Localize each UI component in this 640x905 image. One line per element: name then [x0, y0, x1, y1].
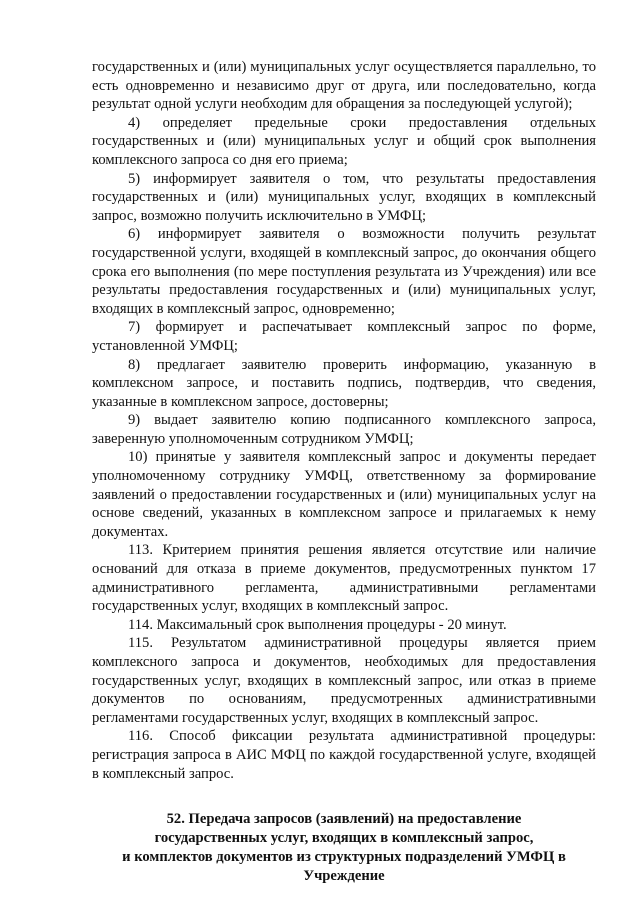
- paragraph-continuation: государственных и (или) муниципальных услуг осуществляется параллельно, то есть одновременно и независимо друг от друга, или последовательно, когда результат одной услуги необходим для обращения за последующей услугой);: [92, 59, 596, 113]
- paragraph-item-7: 7) формирует и распечатывает комплексный запрос по форме, установленной УМФЦ;: [92, 319, 596, 354]
- paragraph-113: 113. Критерием принятия решения является отсутствие или наличие оснований для отказа в приеме документов, предусмотренных пунктом 17 административного регламента, административными регламентами государственных услуг, входящих в комплексный запрос.: [92, 542, 596, 615]
- document-page: [92, 58, 596, 886]
- paragraph-item-9: 9) выдает заявителю копию подписанного комплексного запроса, заверенную уполномоченным сотрудником УМФЦ;: [92, 412, 596, 447]
- paragraph-item-8: 8) предлагает заявителю проверить информацию, указанную в комплексном запросе, и поставить подпись, подтвердив, что сведения, указанные в комплексном запросе, достоверны;: [92, 356, 596, 410]
- paragraph-item-4: 4) определяет предельные сроки предоставления отдельных государственных и (или) муниципальных услуг и общий срок выполнения комплексного запроса со дня его приема;: [92, 114, 596, 168]
- paragraph-116: 116. Способ фиксации результата административной процедуры: регистрация запроса в АИС МФЦ по каждой государственной услуге, входящей в комплексный запрос.: [92, 728, 596, 782]
- section-heading: [92, 810, 596, 886]
- heading-line: Учреждение: [303, 868, 385, 885]
- paragraph-114: 114. Максимальный срок выполнения процедуры - 20 минут.: [128, 616, 507, 633]
- paragraph-item-10: 10) принятые у заявителя комплексный запрос и документы передает уполномоченному сотруднику УМФЦ, ответственному за формирование заявлений о предоставлении государственных и (или) муниципальных услуг на основе сведений, указанных в комплексном запросе и прилагаемых к нему документах.: [92, 449, 596, 540]
- heading-line: 52. Передача запросов (заявлений) на предоставление: [166, 811, 522, 828]
- paragraph-115: 115. Результатом административной процедуры является прием комплексного запроса и документов, необходимых для предоставления государственных услуг, входящих в комплексный запрос, или отказ в приеме документов по основаниям, предусмотренных административными регламентами государственных услуг, входящих в комплексный запрос.: [92, 635, 596, 726]
- heading-line: государственных услуг, входящих в комплексный запрос,: [154, 830, 534, 847]
- paragraph-item-5: 5) информирует заявителя о том, что результаты предоставления государственных и (или) муниципальных услуг, входящих в комплексный запрос, возможно получить исключительно в УМФЦ;: [92, 170, 596, 224]
- heading-line: и комплектов документов из структурных подразделений УМФЦ в: [122, 849, 566, 866]
- paragraph-item-6: 6) информирует заявителя о возможности получить результат государственной услуги, входящей в комплексный запрос, до окончания общего срока его выполнения (по мере поступления результата из Учреждения) или все результаты предоставления государственных и (или) муниципальных услуг, входящих в комплексный запрос, одновременно;: [92, 226, 596, 317]
